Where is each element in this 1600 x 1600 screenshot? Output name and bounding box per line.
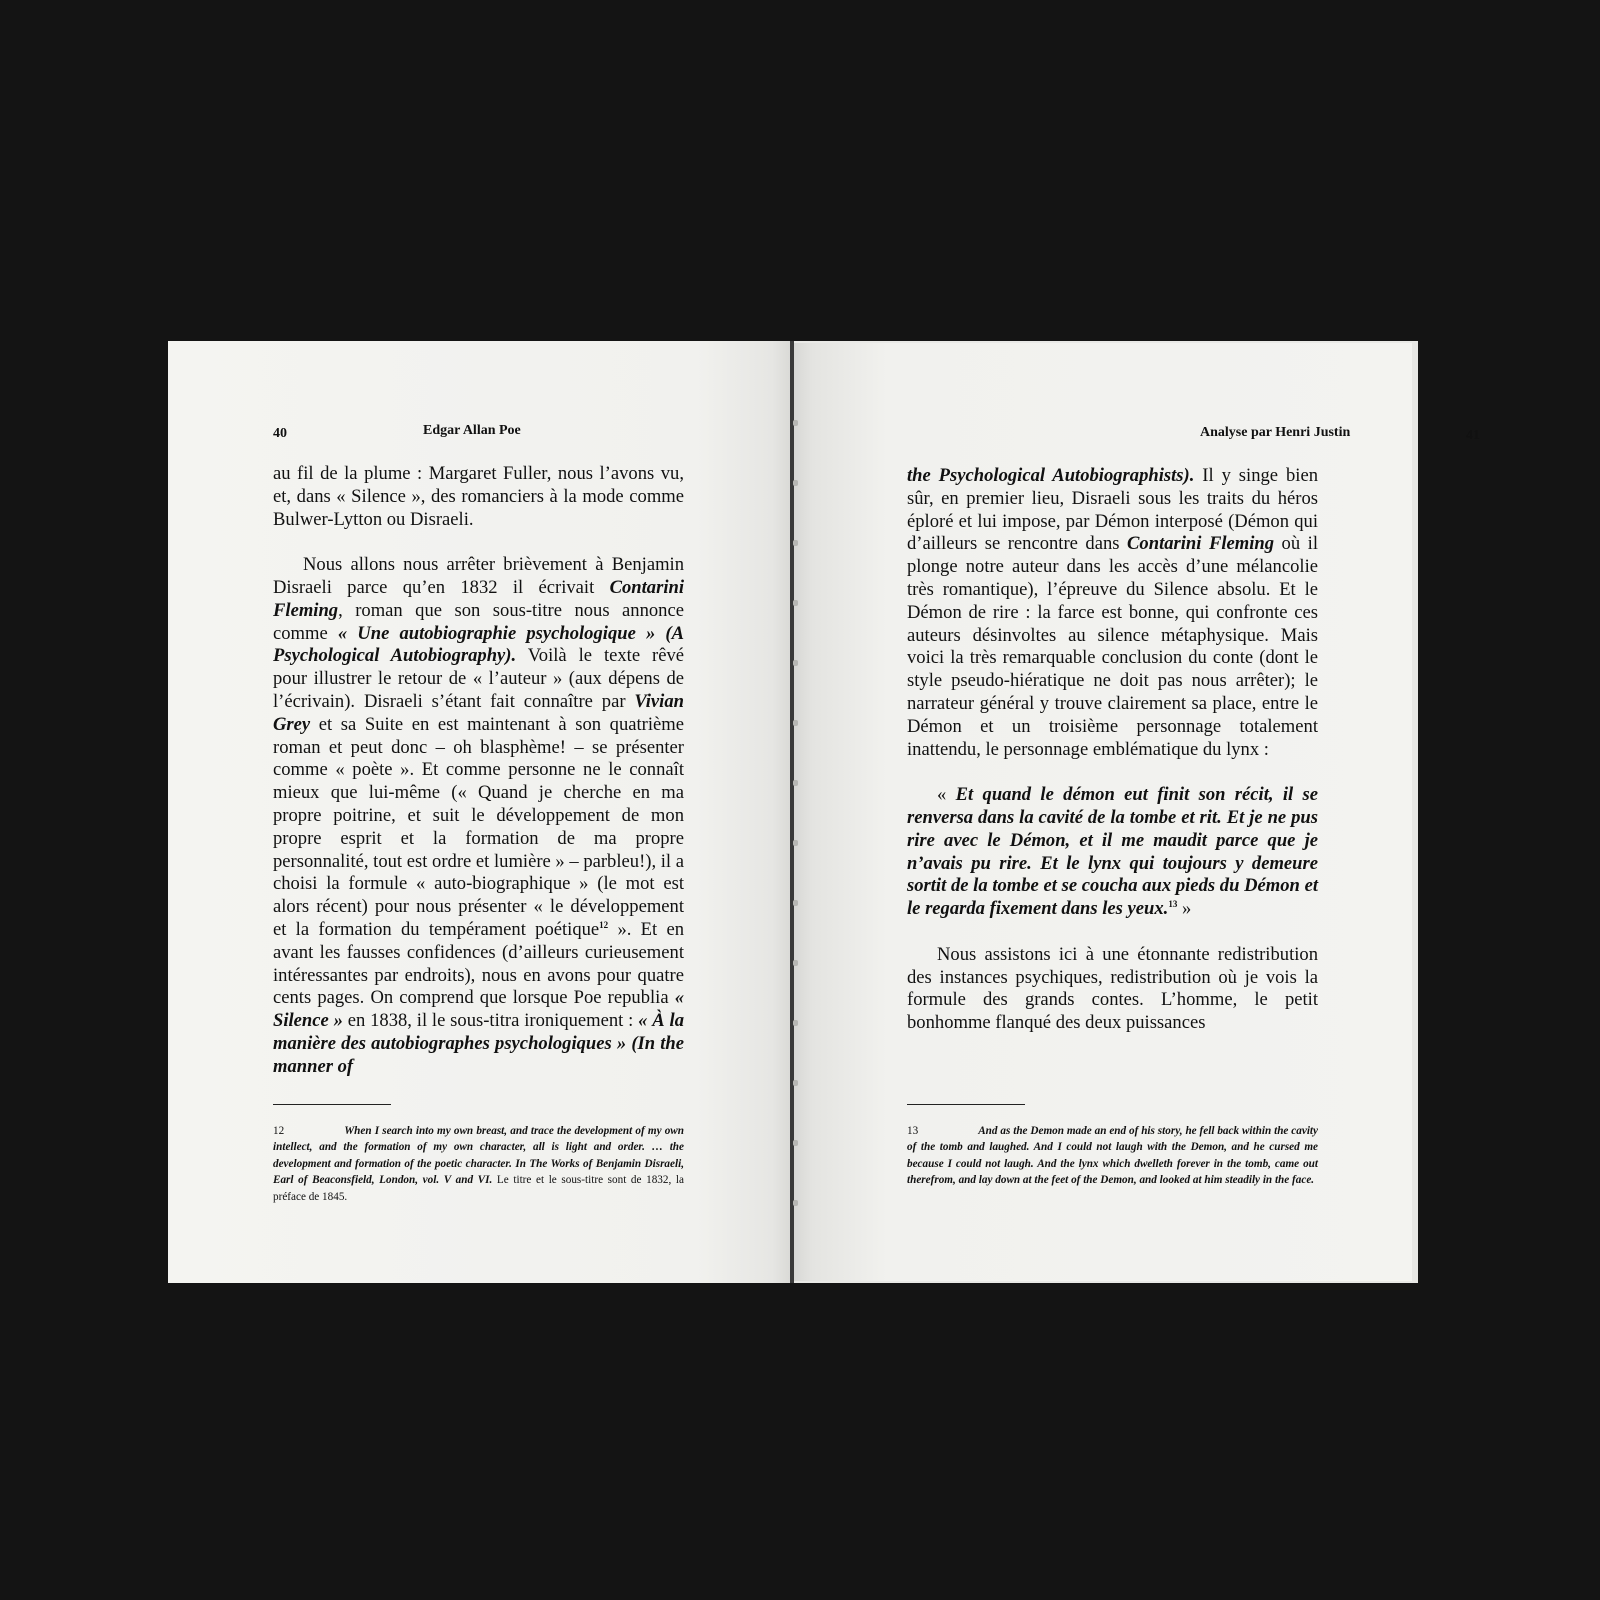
binding-stitch bbox=[793, 420, 798, 426]
right-page bbox=[794, 341, 1480, 1283]
book-title: Vivian Grey bbox=[273, 690, 684, 735]
body-text-right bbox=[907, 465, 1318, 1035]
binding-stitch bbox=[793, 840, 798, 846]
body-text-left bbox=[273, 463, 684, 1079]
binding-stitch bbox=[793, 780, 798, 786]
footnote-ref: 12 bbox=[599, 919, 609, 930]
binding-stitch bbox=[793, 1020, 798, 1026]
quote-mark: « bbox=[937, 784, 956, 806]
footnote-right bbox=[907, 1123, 1318, 1189]
text-run: , roman que son sous-titre nous annonce comme bbox=[273, 599, 684, 644]
paragraph: au fil de la plume : Margaret Fuller, nous l’avons vu, et, dans « Silence », des romanciers à la mode comme Bulwer-Lytton ou Disraeli. bbox=[273, 463, 684, 530]
book-title: Contarini Fleming bbox=[273, 576, 684, 621]
subtitle-quote: « À la manière des autobiographes psychologiques » (In the manner of bbox=[273, 1010, 684, 1077]
text-run: et sa Suite en est maintenant à son quatrième roman et peut donc – oh blasphème! – se présenter comme « poète ». Et comme personne ne le connaît mieux que lui-même (« Quand je cherche en ma propre poitrine, et suit le développement de mon propre esprit et la formation de ma propre personnalité, tout est ordre et lumière » – parbleu!), il a choisi la formule « auto-biographique » (le mot est alors récent) pour nous présenter « le développement et la formation du tempérament poétique bbox=[273, 713, 684, 940]
book-title: Contarini Fleming bbox=[1127, 533, 1275, 555]
binding-stitch bbox=[793, 1140, 798, 1146]
paragraph bbox=[907, 465, 1318, 761]
footnote-quote: And as the Demon made an end of his story, he fell back within the cavity of the tomb and laughed. And I could not laugh with the Demon, and he cursed me because I could not laugh. And the lynx which dwelleth forever in the tomb, came out therefrom, and lay down at the feet of the Demon, and looked at him steadily in the face. bbox=[907, 1125, 1318, 1187]
quote-text: Et quand le démon eut finit son récit, il se renversa dans la cavité de la tombe et rit. Et je ne pus rire avec le Démon, et il me maudit parce que je n’avais pu rire. Et le lynx qui toujours y demeure sortit de la tombe et se coucha aux pieds du Démon et le regarda fixement dans les yeux. bbox=[907, 784, 1318, 920]
subtitle-quote: « Une autobiographie psychologique » (A Psychological Autobiography). bbox=[273, 622, 684, 667]
binding-stitch bbox=[793, 660, 798, 666]
binding-stitch bbox=[793, 720, 798, 726]
binding-stitch bbox=[793, 480, 798, 486]
text-run: Voilà le texte rêvé pour illustrer le retour de « l’auteur » (aux dépens de l’écrivain). Disraeli s’étant fait connaître par bbox=[273, 645, 684, 712]
binding-stitch bbox=[793, 960, 798, 966]
story-title: « Silence » bbox=[273, 987, 684, 1032]
running-head-right: Analyse par Henri Justin bbox=[1200, 425, 1351, 440]
footnote-number: 13 bbox=[907, 1125, 919, 1137]
text-run: en 1838, il le sous-titra ironiquement : bbox=[342, 1010, 639, 1032]
binding-stitch bbox=[793, 600, 798, 606]
subtitle-quote: the Psychological Autobiographists). bbox=[907, 465, 1195, 486]
footnote-left bbox=[273, 1123, 684, 1205]
left-page bbox=[168, 341, 791, 1283]
page-number-right: 41 bbox=[1466, 428, 1480, 443]
text-run: ». Et en avant les fausses confidences (d’ailleurs curieusement intéressantes par endroits), nous en avons pour quatre cents pages. On comprend que lorsque Poe republia bbox=[273, 918, 684, 1009]
footnote-ref: 13 bbox=[1168, 898, 1178, 909]
footnote-rule bbox=[273, 1104, 391, 1105]
block-quote bbox=[907, 784, 1318, 921]
paragraph: Nous assistons ici à une étonnante redistribution des instances psychiques, redistribution où je vois la formule des grands contes. L’homme, le petit bonhomme flanqué des deux puissances bbox=[907, 943, 1318, 1034]
running-head-left: Edgar Allan Poe bbox=[423, 423, 521, 438]
paragraph bbox=[273, 554, 684, 1078]
footnote-text: Le titre et le sous-titre sont de 1832, la préface de 1845. bbox=[273, 1174, 684, 1203]
footnote-rule bbox=[907, 1104, 1025, 1105]
footnote-quote: When I search into my own breast, and trace the development of my own intellect, and the formation of my own character, all is light and order. … the development and formation of the poetic character. In The Works of Benjamin Disraeli, Earl of Beaconsfield, London, vol. V and VI. bbox=[273, 1125, 684, 1187]
text-run: Il y singe bien sûr, en premier lieu, Disraeli sous les traits du héros éploré et lui impose, par Démon interposé (Démon qui d’ailleurs se rencontre dans bbox=[907, 465, 1318, 555]
binding-stitch bbox=[793, 540, 798, 546]
binding-stitch bbox=[793, 1080, 798, 1086]
text-run: Nous allons nous arrêter brièvement à Benjamin Disraeli parce qu’en 1832 il écrivait bbox=[273, 554, 684, 598]
text-run: où il plonge notre auteur dans les accès d’une mélancolie très romantique), l’épreuve du Silence absolu. Et le Démon de rire : la farce est bonne, qui confronte ces auteurs désinvoltes au silence métaphysique. Mais voici la très remarquable conclusion du conte (dont le style pseudo-hiératique ne doit pas nous arrêter); le narrateur général y trouve clairement sa place, entre le Démon et un troisième personnage totalement inattendu, le personnage emblématique du lynx : bbox=[907, 533, 1318, 760]
footnote-number: 12 bbox=[273, 1125, 285, 1137]
page-number-left: 40 bbox=[273, 426, 287, 441]
quote-mark: » bbox=[1177, 898, 1192, 920]
binding-stitch bbox=[793, 900, 798, 906]
binding-stitch bbox=[793, 1200, 798, 1206]
